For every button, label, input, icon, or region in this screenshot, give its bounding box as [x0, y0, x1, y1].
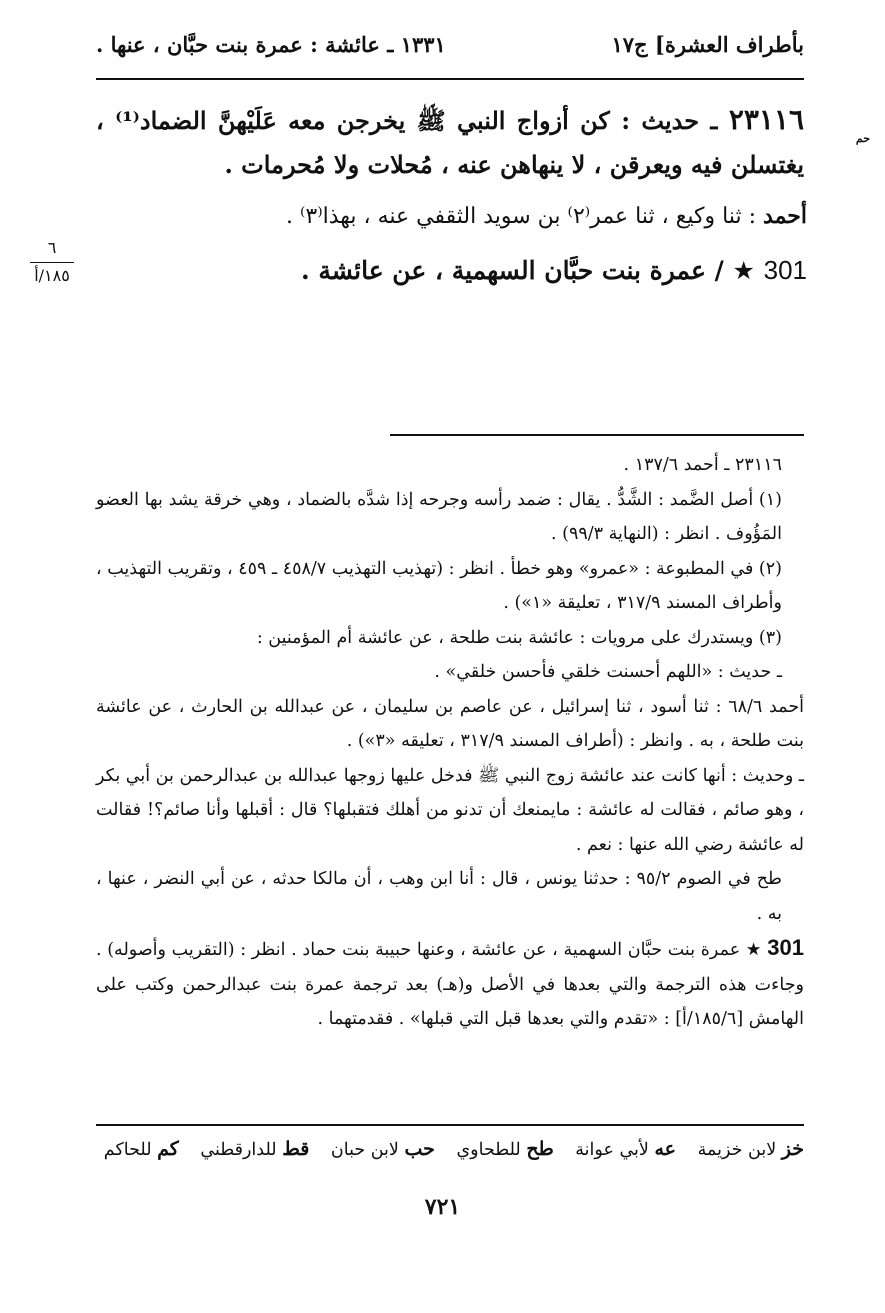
footnote-reference: ٢٣١١٦ ـ أحمد ١٣٧/٦ .	[623, 455, 782, 475]
abbr-item	[456, 1140, 553, 1160]
narrator-number: 301	[763, 255, 807, 285]
abbr-label: لابن حبان	[330, 1140, 399, 1160]
abbr-label: للحاكم	[103, 1140, 152, 1160]
header-rule	[96, 78, 804, 80]
footnote-3-hadith-2: ـ وحديث : أنها كانت عند عائشة زوج النبي ﷺ فدخل عليها زوجها عبدالله بن عبدالرحمن بن أبي بكر ، وهو صائم ، فقالت له عائشة : مايمنعك أن تدنو من أهلك فتقبلها؟ قال : أقبلها وأنا صائم؟! فقالت له عائشة رضي الله عنها : نعم .	[96, 765, 804, 855]
margin-divider	[30, 262, 74, 263]
isnad-line	[286, 198, 807, 235]
abbr-code: قط	[282, 1138, 310, 1160]
narrator-heading	[301, 250, 807, 291]
abbr-item	[104, 1140, 179, 1160]
isnad-source: أحمد	[763, 203, 807, 229]
footnote-3: (٣) ويستدرك على مرويات : عائشة بنت طلحة ، عن عائشة أم المؤمنين :	[256, 627, 782, 648]
margin-volume: ٦	[47, 238, 57, 257]
star-icon: ★	[732, 256, 755, 285]
hadith-body: ـ حديث : كن أزواج النبي ﷺ يخرجن معه عَلَيْهنَّ الضماد⁽¹⁾ ، يغتسلن فيه ويعرقن ، لا ينهاهن عنه ، مُحلات ولا مُحرمات .	[96, 106, 804, 179]
abbreviation-key	[96, 1138, 804, 1160]
hadith-number: ٢٣١١٦	[728, 103, 805, 136]
hadith-entry	[96, 98, 804, 187]
abbr-item	[331, 1140, 435, 1160]
abbr-label: لابن خزيمة	[697, 1140, 777, 1160]
footnote-narrator	[96, 931, 804, 1037]
abbr-label: لأبي عوانة	[575, 1140, 649, 1160]
footnote-3-isnad: أحمد ٦٨/٦ : ثنا أسود ، ثنا إسرائيل ، عن عاصم بن سليمان ، عن عبدالله بن الحارث ، عن عائشة بنت طلحة ، به . وانظر : (أطراف المسند ٣١٧/٩ ، تعليقه «٣») .	[96, 696, 804, 751]
footnote-narrator-number: 301	[767, 935, 804, 960]
running-header	[96, 32, 804, 72]
abbr-code: حب	[404, 1138, 435, 1160]
abbr-code: عه	[654, 1138, 677, 1160]
abbreviation-rule	[96, 1124, 804, 1126]
page-number: ٧٢١	[424, 1194, 461, 1220]
footnote-narrator-text: ★ عمرة بنت حبَّان السهمية ، عن عائشة ، وعنها حبيبة بنت حماد . انظر : (التقريب وأصوله) . وجاءت هذه الترجمة والتي بعدها في الأصل و(هـ) بعد ترجمة عمرة بنت عبدالرحمن وكتب على الهامش [١٨٥/٦/أ] : «تقدم والتي بعدها قبل التي قبلها» . فقدمتهما .	[96, 940, 804, 1029]
abbr-label: للدارقطني	[200, 1140, 277, 1160]
source-tag: حم	[855, 132, 870, 145]
abbr-item	[200, 1140, 309, 1160]
abbr-label: للطحاوي	[456, 1140, 521, 1160]
abbr-code: خز	[781, 1138, 804, 1160]
margin-folio: ١٨٥/أ	[34, 266, 70, 285]
footnote-3-hadith: ـ حديث : «اللهم أحسنت خلقي فأحسن خلقي» .	[434, 662, 782, 682]
isnad-text: : ثنا وكيع ، ثنا عمر⁽٢⁾ بن سويد الثقفي عنه ، بهذا⁽٣⁾ .	[285, 204, 764, 229]
footnote-separator	[390, 434, 804, 436]
abbr-item	[698, 1140, 804, 1160]
footnote-2: (٢) في المطبوعة : «عمرو» وهو خطأ . انظر : (تهذيب التهذيب ٤٥٨/٧ ـ ٤٥٩ ، وتقريب التهذيب ، وأطراف المسند ٣١٧/٩ ، تعليقة «١») .	[96, 558, 782, 613]
hadith-text	[96, 98, 804, 187]
abbr-item	[575, 1140, 676, 1160]
narrator-text: / عمرة بنت حبَّان السهمية ، عن عائشة .	[301, 256, 733, 285]
header-book-title: بأطراف العشرة] ج١٧	[611, 32, 804, 57]
header-section-title: ١٣٣١ ـ عائشة : عمرة بنت حبَّان ، عنها .	[96, 32, 446, 57]
footnote-3-isnad-2: طح في الصوم ٩٥/٢ : حدثنا يونس ، قال : أنا ابن وهب ، أن مالكا حدثه ، عن أبي النضر ، عنها ، به .	[96, 869, 782, 924]
margin-folio-note	[30, 238, 74, 287]
footnote-1: (١) أصل الضَّمد : الشَّدُّ . يقال : ضمد رأسه وجرحه إذا شدَّه بالضماد ، وهي خرقة يشد بها العضو المَؤُوف . انظر : (النهاية ٩٩/٣) .	[96, 489, 782, 544]
abbr-code: كم	[157, 1138, 179, 1160]
footnotes	[96, 448, 804, 1037]
abbr-code: طح	[526, 1138, 554, 1160]
